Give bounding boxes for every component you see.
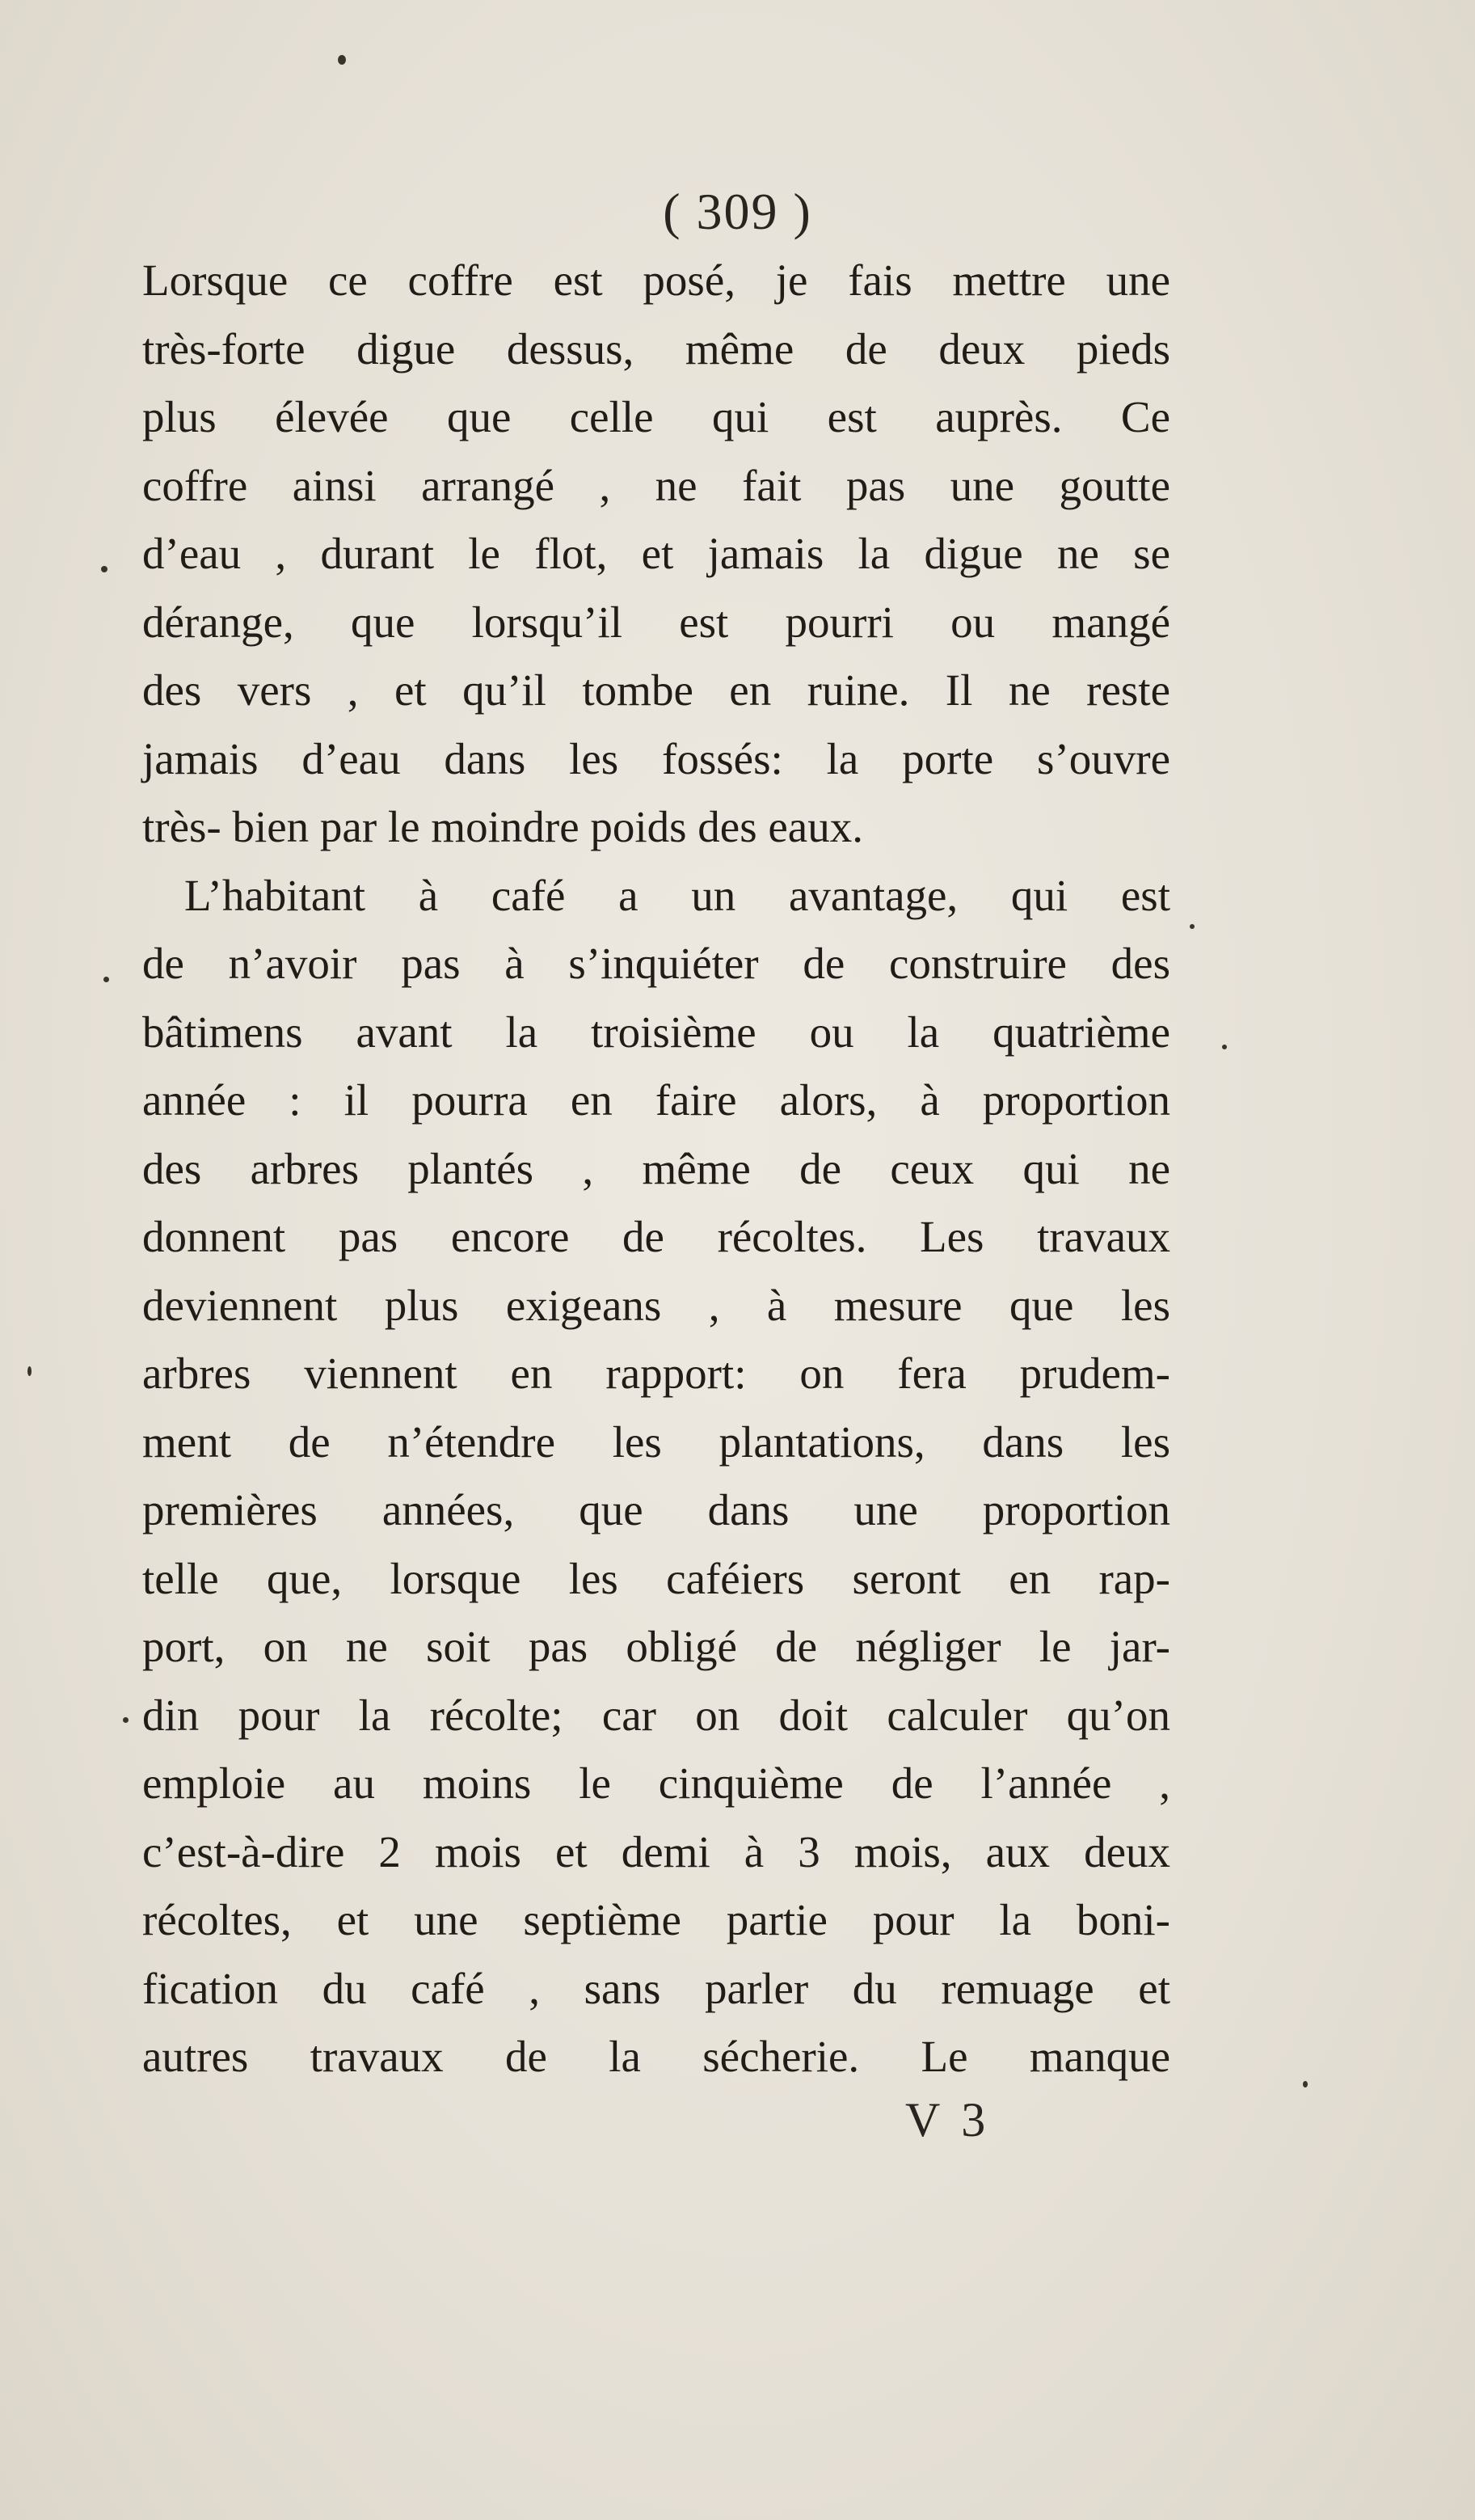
text-line: deviennent plus exigeans , à mesure que les [142,1280,1170,1330]
text-line: dérange, que lorsqu’il est pourri ou mangé [142,597,1170,647]
paper-speck [338,55,346,65]
text-line: donnent pas encore de récoltes. Les travaux [142,1212,1170,1261]
text-line: fication du café , sans parler du remuage et [142,1963,1170,2013]
text-line: premières années, que dans une proportion [142,1485,1170,1534]
body-text [142,247,1170,2092]
text-line: din pour la récolte; car on doit calculer qu’on [142,1690,1170,1740]
text-line: autres travaux de la sécherie. Le manque [142,2032,1170,2081]
text-line: arbres viennent en rapport: on fera prudem- [142,1349,1170,1398]
text-line: emploie au moins le cinquième de l’année , [142,1758,1170,1808]
text-line: de n’avoir pas à s’inquiéter de construire des [142,939,1170,988]
text-line: L’habitant à café a un avantage, qui est [184,870,1170,920]
paper-speck [1190,924,1195,929]
page-number: ( 309 ) [663,183,812,240]
text-line: des arbres plantés , même de ceux qui ne [142,1143,1170,1193]
text-line: plus élevée que celle qui est auprès. Ce [142,392,1170,441]
text-line: très-forte digue dessus, même de deux pieds [142,323,1170,374]
text-line: année : il pourra en faire alors, à proportion [142,1075,1170,1125]
text-line: Lorsque ce coffre est posé, je fais mettre une [142,255,1170,305]
text-line: ment de n’étendre les plantations, dans les [142,1416,1170,1467]
text-line: récoltes, et une septième partie pour la boni- [142,1895,1170,1944]
paper-speck [101,566,107,572]
paper-speck [123,1717,129,1723]
text-line: c’est-à-dire 2 mois et demi à 3 mois, aux deux [142,1826,1170,1876]
text-line: coffre ainsi arrangé , ne fait pas une goutte [142,460,1170,510]
paper-speck [1303,2081,1308,2087]
paper-speck [103,977,109,982]
paper-speck [1222,1045,1227,1049]
text-line: jamais d’eau dans les fossés: la porte s’ouvre [142,733,1170,783]
text-line: port, on ne soit pas obligé de négliger le jar- [142,1622,1170,1671]
text-line: très- bien par le moindre poids des eaux. [142,802,863,851]
signature-mark: V 3 [905,2093,991,2146]
text-line: telle que, lorsque les caféiers seront en rap- [142,1553,1170,1603]
paper-speck [27,1366,32,1376]
text-line: bâtimens avant la troisième ou la quatrième [142,1007,1170,1057]
text-line: d’eau , durant le flot, et jamais la digue ne se [142,529,1170,578]
text-line: des vers , et qu’il tombe en ruine. Il ne reste [142,665,1170,715]
